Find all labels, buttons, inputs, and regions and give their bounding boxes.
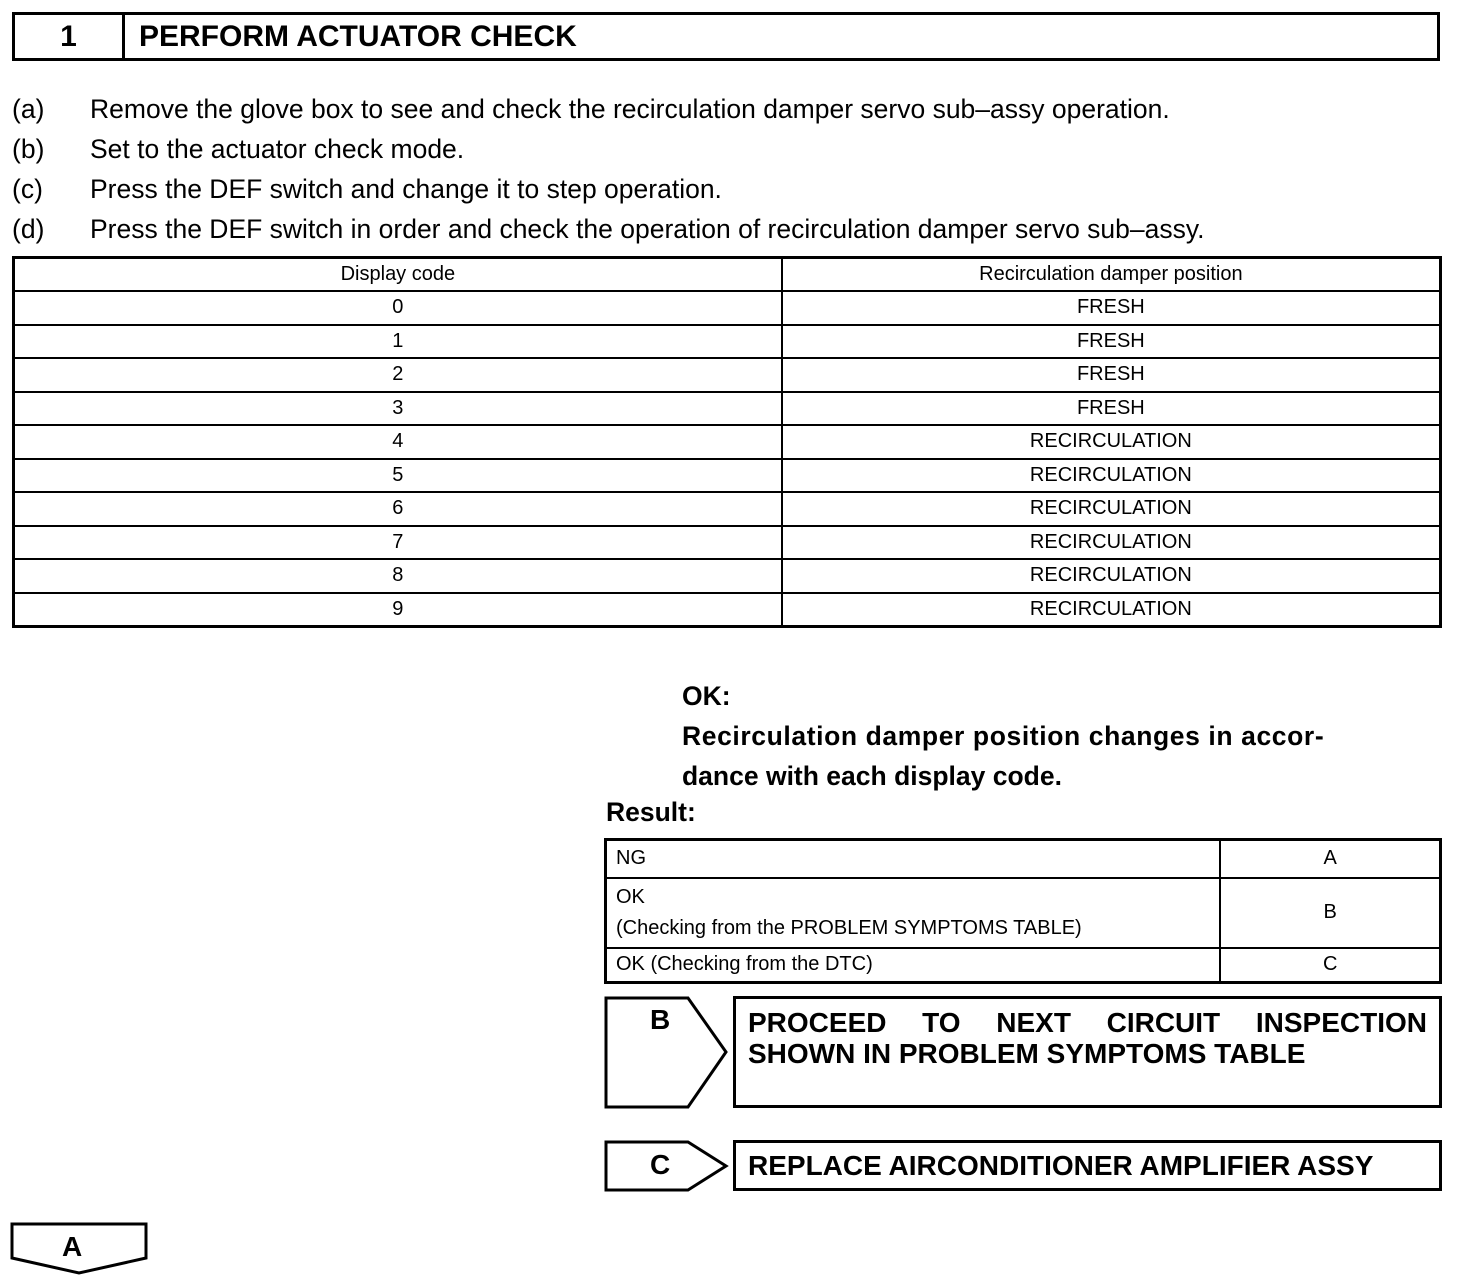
column-header-damper-position: Recirculation damper position — [782, 258, 1441, 292]
branch-a-label: A — [62, 1231, 83, 1262]
table-row — [14, 358, 1441, 392]
damper-position-cell: FRESH — [782, 325, 1441, 359]
damper-position-cell: RECIRCULATION — [782, 459, 1441, 493]
damper-position-cell: RECIRCULATION — [782, 492, 1441, 526]
result-code-cell: A — [1220, 840, 1440, 878]
branch-b-action-line-2: SHOWN IN PROBLEM SYMPTOMS TABLE — [748, 1038, 1306, 1069]
display-code-cell: 2 — [14, 358, 782, 392]
table-row — [606, 840, 1441, 878]
instruction-item — [12, 129, 1452, 169]
display-code-cell: 9 — [14, 593, 782, 627]
table-row — [14, 459, 1441, 493]
damper-position-cell: FRESH — [782, 291, 1441, 325]
display-code-cell: 7 — [14, 526, 782, 560]
branch-b-action-box — [733, 996, 1442, 1108]
instruction-text: Press the DEF switch in order and check the operation of recirculation damper servo sub–assy. — [90, 214, 1205, 244]
display-code-cell: 3 — [14, 392, 782, 426]
ok-label: OK: — [682, 681, 731, 711]
damper-position-cell: FRESH — [782, 358, 1441, 392]
result-table — [604, 838, 1442, 984]
branch-b-label: B — [650, 1004, 671, 1035]
instruction-text: Set to the actuator check mode. — [90, 134, 465, 164]
branch-c-label: C — [650, 1149, 671, 1180]
damper-position-cell: RECIRCULATION — [782, 593, 1441, 627]
table-row — [606, 948, 1441, 983]
display-code-cell: 6 — [14, 492, 782, 526]
table-row — [14, 526, 1441, 560]
table-row — [14, 392, 1441, 426]
damper-position-cell: RECIRCULATION — [782, 559, 1441, 593]
table-row — [606, 878, 1441, 948]
result-condition-cell: OK (Checking from the DTC) — [606, 948, 1221, 983]
branch-c-action-box: REPLACE AIRCONDITIONER AMPLIFIER ASSY — [733, 1140, 1442, 1191]
instruction-text: Press the DEF switch and change it to step operation. — [90, 174, 722, 204]
instruction-list — [12, 89, 1452, 249]
table-header-row — [14, 258, 1441, 292]
display-code-cell: 1 — [14, 325, 782, 359]
ok-description-line-2: dance with each display code. — [682, 761, 1062, 791]
result-label: Result: — [606, 797, 696, 827]
display-code-cell: 0 — [14, 291, 782, 325]
damper-position-cell: RECIRCULATION — [782, 425, 1441, 459]
display-code-table — [12, 256, 1442, 628]
table-row — [14, 425, 1441, 459]
table-row — [14, 593, 1441, 627]
damper-position-cell: RECIRCULATION — [782, 526, 1441, 560]
display-code-cell: 5 — [14, 459, 782, 493]
step-number: 1 — [15, 15, 125, 58]
instruction-letter: (b) — [12, 134, 45, 164]
instruction-item — [12, 209, 1452, 249]
result-condition-cell — [606, 878, 1221, 948]
ok-description-line-1: Recirculation damper position changes in accor- — [682, 721, 1325, 751]
table-row — [14, 325, 1441, 359]
step-header — [12, 12, 1440, 61]
column-header-display-code: Display code — [14, 258, 782, 292]
table-row — [14, 492, 1441, 526]
instruction-letter: (c) — [12, 174, 43, 204]
instruction-text: Remove the glove box to see and check the recirculation damper servo sub–assy operation. — [90, 94, 1170, 124]
ok-criteria — [682, 676, 1444, 796]
instruction-item — [12, 89, 1452, 129]
step-title: PERFORM ACTUATOR CHECK — [139, 20, 577, 53]
branch-b-action-line-1: PROCEED TO NEXT CIRCUIT INSPECTION — [748, 1007, 1427, 1038]
display-code-cell: 8 — [14, 559, 782, 593]
instruction-item — [12, 169, 1452, 209]
display-code-cell: 4 — [14, 425, 782, 459]
result-condition-line-1: OK — [616, 885, 645, 908]
instruction-letter: (d) — [12, 214, 45, 244]
table-row — [14, 291, 1441, 325]
result-condition-line-2: (Checking from the PROBLEM SYMPTOMS TABLE) — [616, 916, 1082, 939]
damper-position-cell: FRESH — [782, 392, 1441, 426]
table-row — [14, 559, 1441, 593]
result-condition-cell: NG — [606, 840, 1221, 878]
result-code-cell: B — [1220, 878, 1440, 948]
instruction-letter: (a) — [12, 94, 45, 124]
result-code-cell: C — [1220, 948, 1440, 983]
